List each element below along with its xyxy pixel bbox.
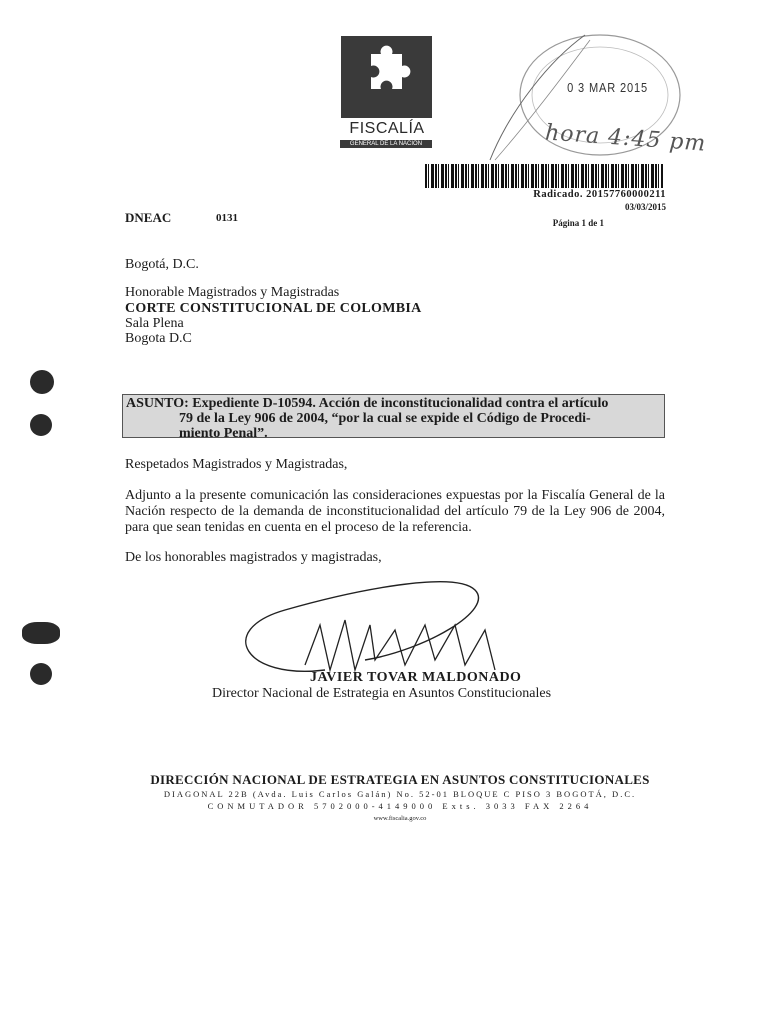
place: Bogotá, D.C. <box>125 257 199 272</box>
handwritten-time: hora 4:45 pm <box>544 120 708 157</box>
punch-hole <box>30 370 54 394</box>
punch-hole <box>22 622 60 644</box>
puzzle-icon <box>341 36 432 118</box>
addressee-line1: Honorable Magistrados y Magistradas <box>125 285 340 300</box>
signer-name: JAVIER TOVAR MALDONADO <box>310 670 522 685</box>
logo-subtitle: GENERAL DE LA NACIÓN <box>340 140 432 148</box>
subject-line2: 79 de la Ley 906 de 2004, “por la cual se expide el Código de Procedi- <box>179 411 591 426</box>
reference-code: DNEAC <box>125 210 172 225</box>
radicado-date: 03/03/2015 <box>624 202 666 212</box>
footer-address: DIAGONAL 22B (Avda. Luis Carlos Galán) No. 52-01 BLOQUE C PISO 3 BOGOTÁ, D.C. <box>163 789 637 799</box>
barcode <box>425 164 663 188</box>
logo-name: FISCALÍA <box>349 120 425 137</box>
reference-number: 0131 <box>216 212 238 224</box>
footer-website: www.fiscalia.gov.co <box>373 815 427 822</box>
punch-hole <box>30 663 52 685</box>
footer-phone: CONMUTADOR 5702000-4149000 Exts. 3033 FAX 2264 <box>207 801 593 811</box>
radicado-number: Radicado. 20157760000211 <box>533 189 666 200</box>
addressee-line4: Bogota D.C <box>125 331 192 346</box>
subject-line1: ASUNTO: Expediente D-10594. Acción de inconstitucionalidad contra el artículo <box>126 396 609 411</box>
subject-line3: miento Penal”. <box>179 426 268 441</box>
punch-hole <box>30 414 52 436</box>
fiscalia-logo <box>341 36 432 118</box>
signer-title: Director Nacional de Estrategia en Asuntos Constitucionales <box>212 686 552 701</box>
footer-title: DIRECCIÓN NACIONAL DE ESTRATEGIA EN ASUNTOS CONSTITUCIONALES <box>150 772 650 787</box>
page-indicator: Página 1 de 1 <box>552 218 604 228</box>
addressee-line2: CORTE CONSTITUCIONAL DE COLOMBIA <box>125 301 422 316</box>
addressee-line3: Sala Plena <box>125 316 184 331</box>
stamp-date: 0 3 MAR 2015 <box>567 80 648 95</box>
body-paragraph: Adjunto a la presente comunicación las consideraciones expuestas por la Fiscalía General de la Nación respecto de la demanda de inconstitucionalidad del artículo 79 de la Ley 906 de 2004, para que sean tenidas en cuenta en el proceso de la referencia. <box>125 488 665 535</box>
salutation: Respetados Magistrados y Magistradas, <box>125 457 348 472</box>
subject-box <box>122 394 665 441</box>
closing: De los honorables magistrados y magistradas, <box>125 550 382 565</box>
